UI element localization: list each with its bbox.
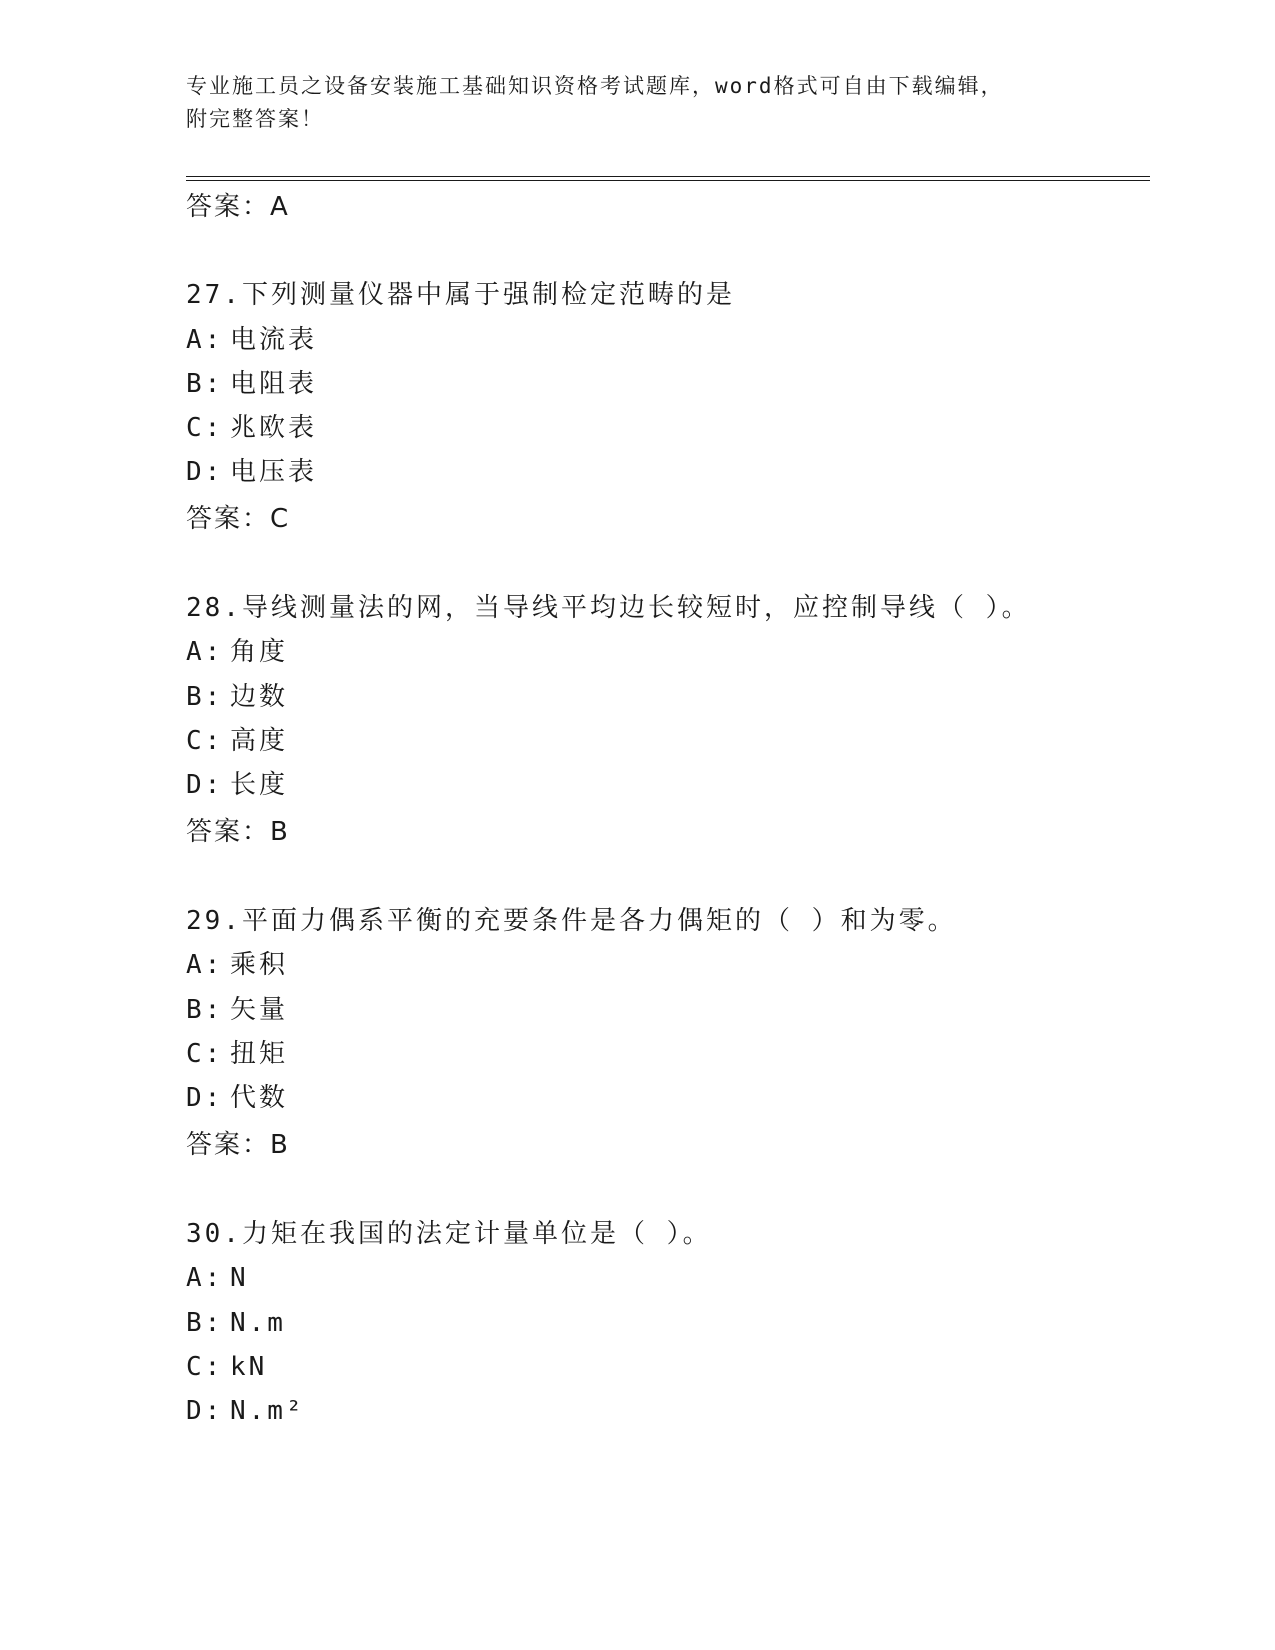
option-text: N	[230, 1263, 249, 1293]
answer-label: 答案：	[186, 504, 271, 534]
answer-value: B	[270, 817, 289, 847]
option-text: 兆欧表	[230, 413, 318, 443]
option-d	[186, 455, 317, 489]
option-label: C:	[186, 1039, 224, 1069]
option-d	[186, 1394, 305, 1428]
question-30: 30.力矩在我国的法定计量单位是（ ）。	[186, 1219, 712, 1249]
option-text: 高度	[230, 726, 289, 756]
option-text: 扭矩	[230, 1039, 289, 1069]
answer-q29	[186, 1128, 289, 1162]
option-label: D:	[186, 1396, 224, 1426]
option-label: A:	[186, 950, 224, 980]
option-a	[186, 635, 288, 669]
header-divider	[186, 176, 1150, 181]
question-29: 29.平面力偶系平衡的充要条件是各力偶矩的（ ）和为零。	[186, 906, 957, 936]
option-label: C:	[186, 413, 224, 443]
option-text: 矢量	[230, 995, 289, 1025]
option-text: 角度	[230, 637, 289, 667]
option-label: B:	[186, 369, 224, 399]
option-text: N.m	[230, 1308, 286, 1338]
question-28: 28.导线测量法的网，当导线平均边长较短时，应控制导线（ ）。	[186, 593, 1031, 623]
answer-value: B	[270, 1130, 289, 1160]
option-b	[186, 993, 288, 1027]
option-a	[186, 323, 317, 357]
header-line-2: 附完整答案！	[186, 107, 324, 131]
option-text: 代数	[230, 1083, 289, 1113]
option-text: 乘积	[230, 950, 289, 980]
option-a	[186, 948, 288, 982]
option-label: B:	[186, 1308, 224, 1338]
option-label: D:	[186, 457, 224, 487]
answer-label: 答案：	[186, 1130, 271, 1160]
answer-q27	[186, 502, 289, 536]
option-b	[186, 1306, 286, 1340]
option-label: A:	[186, 325, 224, 355]
answer-q28	[186, 815, 289, 849]
option-d	[186, 768, 288, 802]
option-text: 电阻表	[230, 369, 318, 399]
option-label: D:	[186, 1083, 224, 1113]
option-a	[186, 1261, 249, 1295]
answer-value: C	[270, 504, 290, 534]
option-label: A:	[186, 1263, 224, 1293]
option-text: kN	[230, 1352, 268, 1382]
option-d	[186, 1081, 288, 1115]
option-c	[186, 724, 288, 758]
option-text: 电流表	[230, 325, 318, 355]
question-27: 27.下列测量仪器中属于强制检定范畴的是	[186, 280, 735, 310]
answer-value: A	[270, 192, 289, 222]
option-label: C:	[186, 726, 224, 756]
option-b	[186, 680, 288, 714]
option-text: 电压表	[230, 457, 318, 487]
option-label: B:	[186, 682, 224, 712]
option-c	[186, 1350, 267, 1384]
option-text: 边数	[230, 682, 289, 712]
option-label: C:	[186, 1352, 224, 1382]
answer-label: 答案：	[186, 192, 271, 222]
option-label: B:	[186, 995, 224, 1025]
header-line-1: 专业施工员之设备安装施工基础知识资格考试题库，word格式可自由下载编辑，	[186, 74, 1004, 98]
option-c	[186, 1037, 288, 1071]
option-label: A:	[186, 637, 224, 667]
option-text: N.m²	[230, 1396, 305, 1426]
option-b	[186, 367, 317, 401]
document-header	[186, 70, 1086, 136]
option-label: D:	[186, 770, 224, 800]
answer-label: 答案：	[186, 817, 271, 847]
option-text: 长度	[230, 770, 289, 800]
option-c	[186, 411, 317, 445]
answer-q26	[186, 190, 289, 224]
